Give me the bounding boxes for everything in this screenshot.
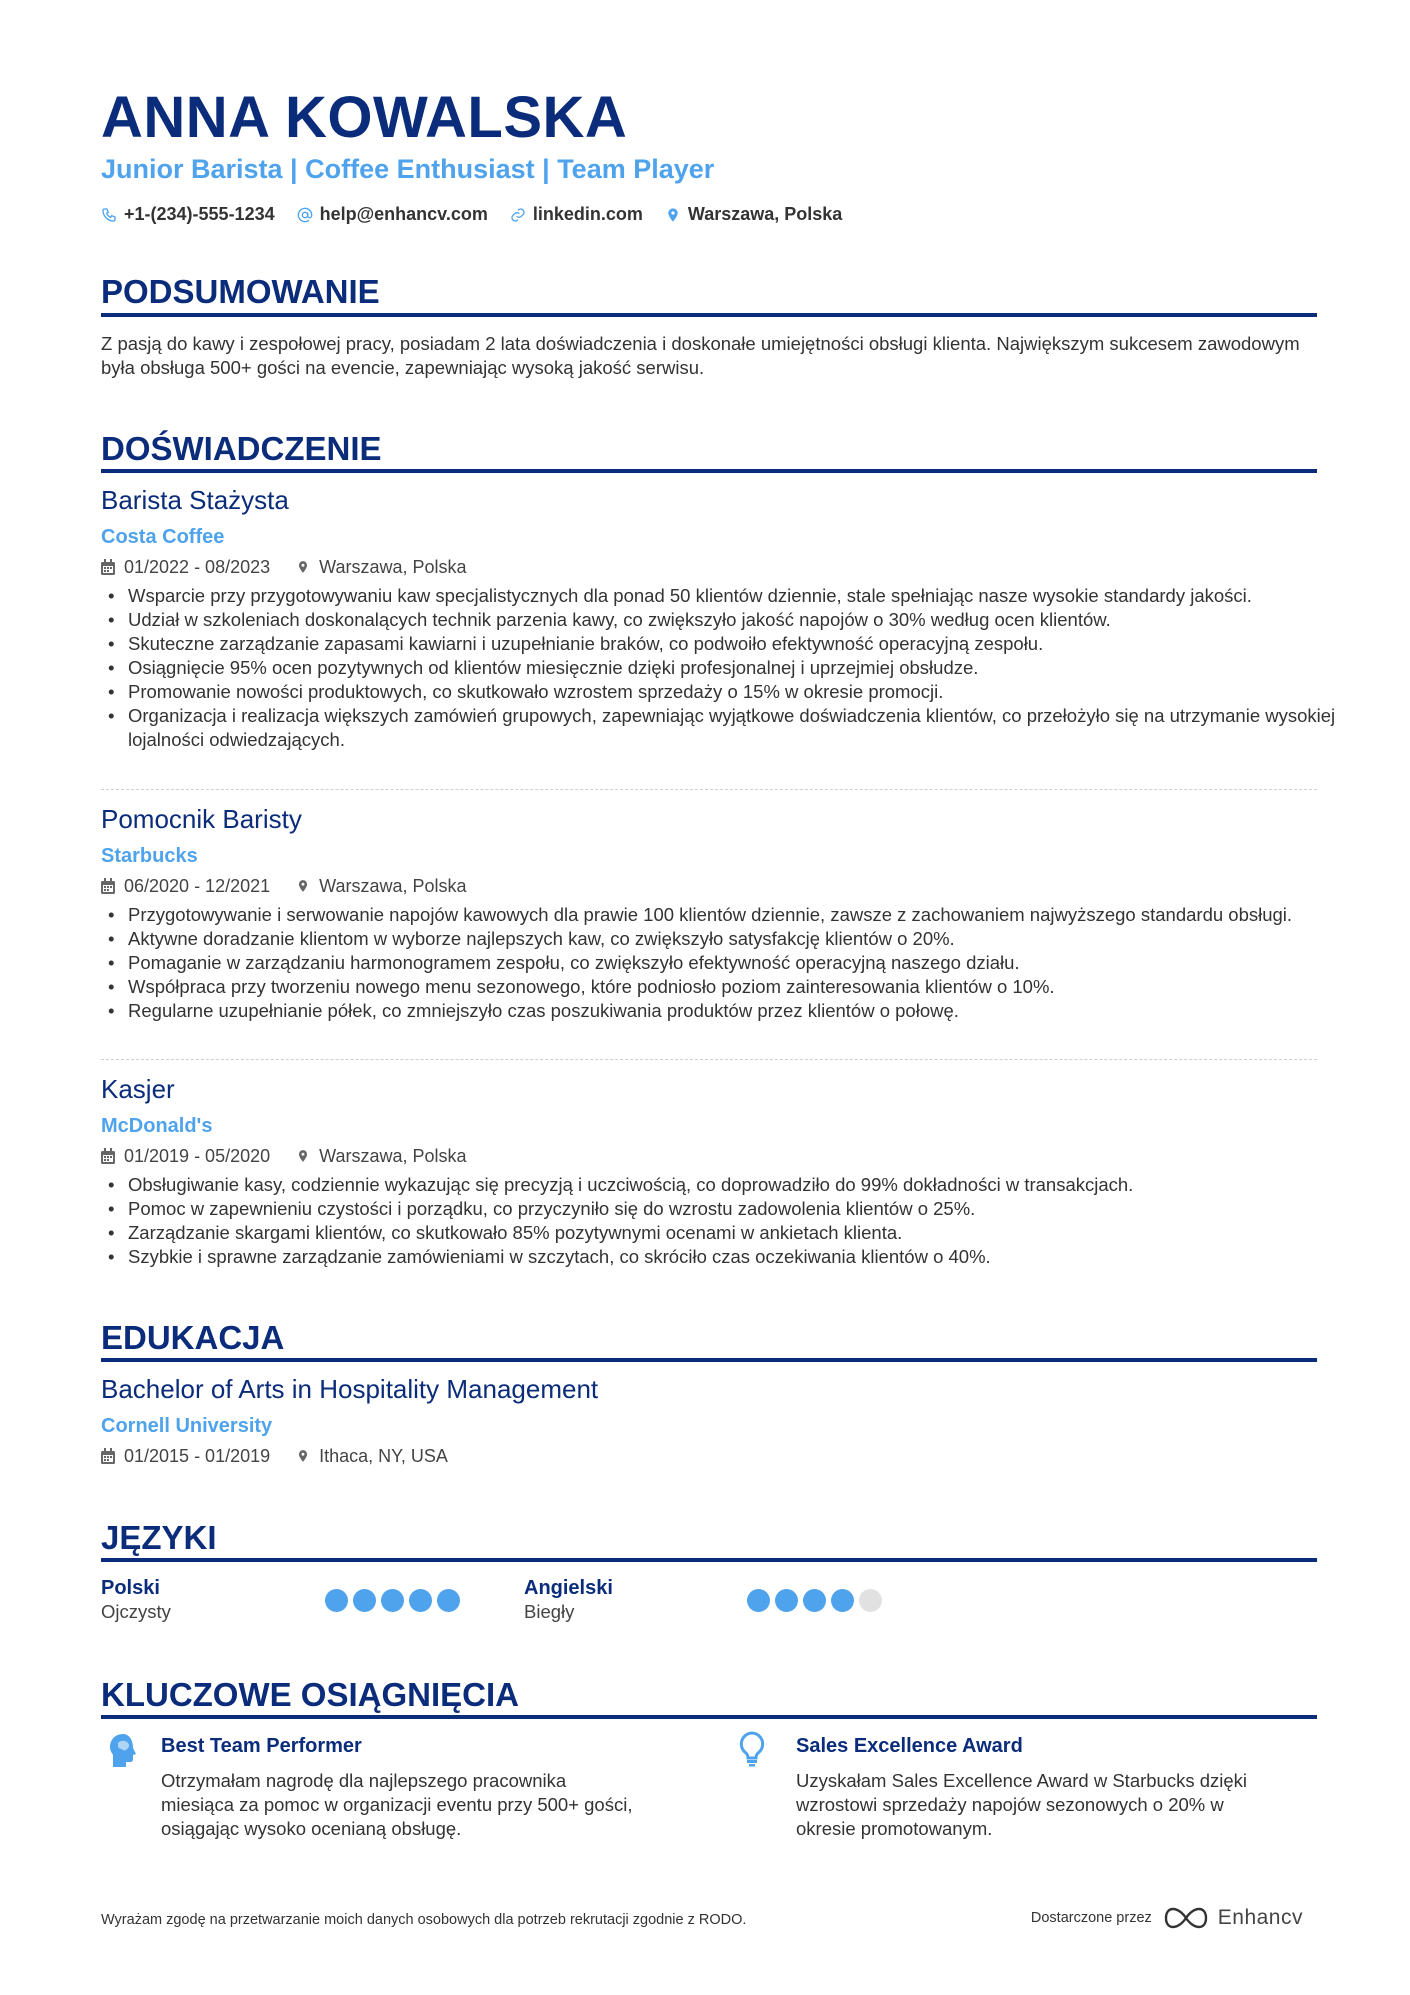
job-dates-text: 06/2020 - 12/2021 <box>124 876 271 896</box>
job-location <box>296 875 466 897</box>
rating-dot-filled <box>803 1589 826 1612</box>
job-separator <box>101 789 1317 790</box>
head-brain-icon <box>108 1733 138 1769</box>
job-company: McDonald's <box>101 1115 213 1137</box>
language-rating <box>747 1589 887 1612</box>
job-title: Barista Stażysta <box>101 485 289 515</box>
candidate-name: ANNA KOWALSKA <box>101 85 628 150</box>
rating-dot-filled <box>353 1589 376 1612</box>
list-item: • Zarządzanie skargami klientów, co skutkowało 85% pozytywnymi ocenami w ankietach klienta. <box>128 1221 1344 1245</box>
rating-dot-filled <box>831 1589 854 1612</box>
section-title-experience: DOŚWIADCZENIE <box>101 430 382 467</box>
list-item: • Regularne uzupełnianie półek, co zmniejszyło czas poszukiwania produktów przez klientów o połowę. <box>128 999 1344 1023</box>
section-divider <box>101 1358 1317 1362</box>
section-title-education: EDUKACJA <box>101 1319 285 1356</box>
section-title-summary: PODSUMOWANIE <box>101 273 380 310</box>
language-name: Polski <box>101 1577 160 1599</box>
list-item: • Pomoc w zapewnieniu czystości i porządku, co przyczyniło się do wzrostu zadowolenia klientów o 25%. <box>128 1197 1344 1221</box>
section-title-achievements: KLUCZOWE OSIĄGNIĘCIA <box>101 1676 519 1713</box>
language-level: Ojczysty <box>101 1601 171 1622</box>
job-meta <box>101 556 493 578</box>
contact-email[interactable] <box>297 204 488 225</box>
gdpr-consent-note: Wyrażam zgodę na przetwarzanie moich danych osobowych dla potrzeb rekrutacji zgodnie z RODO. <box>101 1912 747 1928</box>
job-meta <box>101 1145 493 1167</box>
link-icon <box>510 207 526 223</box>
location-pin-icon <box>296 1148 310 1164</box>
rating-dot-filled <box>409 1589 432 1612</box>
job-bullets <box>101 903 1344 1023</box>
summary-text: Z pasją do kawy i zespołowej pracy, posiadam 2 lata doświadczenia i doskonałe umiejętności obsługi klienta. Największym sukcesem zawodowym była obsługa 500+ gości na evencie, zapewniając wysoką jakość serwisu. <box>101 333 1300 378</box>
list-item: • Pomaganie w zarządzaniu harmonogramem zespołu, co zwiększyło efektywność operacyjną naszego działu. <box>128 951 1344 975</box>
education-dates-text: 01/2015 - 01/2019 <box>124 1446 271 1466</box>
contact-location <box>665 204 842 225</box>
enhancv-logo[interactable] <box>1164 1906 1303 1930</box>
education-meta <box>101 1445 474 1467</box>
job-title: Pomocnik Baristy <box>101 804 302 834</box>
job-location-text: Warszawa, Polska <box>319 876 467 896</box>
calendar-icon <box>101 878 115 894</box>
job-company: Costa Coffee <box>101 526 225 548</box>
section-divider <box>101 1715 1317 1719</box>
list-item: • Aktywne doradzanie klientom w wyborze najlepszych kaw, co zwiększyło satysfakcję klientów o 20%. <box>128 927 1344 951</box>
rating-dot-empty <box>859 1589 882 1612</box>
job-dates <box>101 556 270 578</box>
calendar-icon <box>101 1448 115 1464</box>
contact-phone[interactable] <box>101 204 275 225</box>
list-item: • Udział w szkoleniach doskonalących technik parzenia kawy, co zwiększyło jakość napojów o 30% według ocen klientów. <box>128 608 1344 632</box>
section-divider <box>101 1558 1317 1562</box>
contact-linkedin[interactable] <box>510 204 643 225</box>
contact-location-text: Warszawa, Polska <box>687 204 843 224</box>
job-separator <box>101 1059 1317 1060</box>
job-location <box>296 1145 466 1167</box>
job-bullets <box>101 1173 1344 1269</box>
education-degree: Bachelor of Arts in Hospitality Management <box>101 1374 599 1404</box>
lightbulb-icon <box>737 1731 767 1767</box>
at-icon <box>297 207 313 223</box>
language-name: Angielski <box>524 1577 613 1599</box>
rating-dot-filled <box>325 1589 348 1612</box>
education-school: Cornell University <box>101 1415 273 1437</box>
job-location <box>296 556 466 578</box>
enhancv-logo-text: Enhancv <box>1217 1906 1303 1929</box>
rating-dot-filled <box>775 1589 798 1612</box>
list-item: • Obsługiwanie kasy, codziennie wykazując się precyzją i uczciwością, co doprowadziło do 99% dokładności w transakcjach. <box>128 1173 1344 1197</box>
job-bullets <box>101 584 1344 752</box>
list-item: • Organizacja i realizacja większych zamówień grupowych, zapewniając wyjątkowe doświadczenia klientów, co przełożyło się na utrzymanie wysokiej lojalności odwiedzających. <box>128 704 1344 752</box>
section-divider <box>101 469 1317 473</box>
job-dates-text: 01/2022 - 08/2023 <box>124 557 271 577</box>
language-rating <box>325 1589 465 1612</box>
job-meta <box>101 875 493 897</box>
phone-icon <box>101 207 117 223</box>
calendar-icon <box>101 1148 115 1164</box>
list-item: • Promowanie nowości produktowych, co skutkowało wzrostem sprzedaży o 15% w okresie promocji. <box>128 680 1344 704</box>
education-location-text: Ithaca, NY, USA <box>319 1446 448 1466</box>
job-location-text: Warszawa, Polska <box>319 1146 467 1166</box>
calendar-icon <box>101 559 115 575</box>
achievement-description: Otrzymałam nagrodę dla najlepszego pracownika miesiąca za pomoc w organizacji eventu przy 500+ gości, osiągając wysoko ocenianą obsługę. <box>161 1770 633 1839</box>
rating-dot-filled <box>381 1589 404 1612</box>
achievement-title: Sales Excellence Award <box>796 1735 1023 1757</box>
contact-email-text: help@enhancv.com <box>319 204 488 224</box>
list-item: • Szybkie i sprawne zarządzanie zamówieniami w szczytach, co skróciło czas oczekiwania klientów o 40%. <box>128 1245 1344 1269</box>
list-item: • Przygotowywanie i serwowanie napojów kawowych dla prawie 100 klientów dziennie, zawsze z zachowaniem najwyższego standardu obsługi. <box>128 903 1344 927</box>
rating-dot-filled <box>437 1589 460 1612</box>
list-item: • Wsparcie przy przygotowywaniu kaw specjalistycznych dla ponad 50 klientów dziennie, stale spełniając nasze wysokie standardy jakości. <box>128 584 1344 608</box>
powered-by-label: Dostarczone przez <box>1030 1910 1152 1926</box>
location-pin-icon <box>296 1448 310 1464</box>
rating-dot-filled <box>747 1589 770 1612</box>
candidate-tagline: Junior Barista | Coffee Enthusiast | Team Player <box>101 154 715 184</box>
job-location-text: Warszawa, Polska <box>319 557 467 577</box>
list-item: • Współpraca przy tworzeniu nowego menu sezonowego, które podniosło poziom zainteresowania klientów o 10%. <box>128 975 1344 999</box>
job-dates <box>101 1145 270 1167</box>
job-company: Starbucks <box>101 845 198 867</box>
section-divider <box>101 313 1317 317</box>
achievement-description: Uzyskałam Sales Excellence Award w Starbucks dzięki wzrostowi sprzedaży napojów sezonowych o 20% w okresie promotowanym. <box>796 1770 1248 1839</box>
location-pin-icon <box>296 559 310 575</box>
list-item: • Skuteczne zarządzanie zapasami kawiarni i uzupełnianie braków, co podwoiło efektywność operacyjną zespołu. <box>128 632 1344 656</box>
location-pin-icon <box>665 207 681 223</box>
job-dates-text: 01/2019 - 05/2020 <box>124 1146 271 1166</box>
enhancv-logo-icon <box>1164 1906 1212 1930</box>
education-location <box>296 1445 448 1467</box>
footer-branding <box>1031 1906 1303 1930</box>
achievement-title: Best Team Performer <box>161 1735 362 1757</box>
section-title-languages: JĘZYKI <box>101 1519 217 1556</box>
location-pin-icon <box>296 878 310 894</box>
language-level: Biegły <box>524 1601 575 1622</box>
job-title: Kasjer <box>101 1074 175 1104</box>
contact-linkedin-text: linkedin.com <box>532 204 643 224</box>
list-item: • Osiągnięcie 95% ocen pozytywnych od klientów miesięcznie dzięki profesjonalnej i uprzejmiej obsłudze. <box>128 656 1344 680</box>
contact-phone-text: +1-(234)-555-1234 <box>124 204 275 224</box>
job-dates <box>101 875 270 897</box>
education-dates <box>101 1445 270 1467</box>
contact-bar <box>101 204 864 225</box>
